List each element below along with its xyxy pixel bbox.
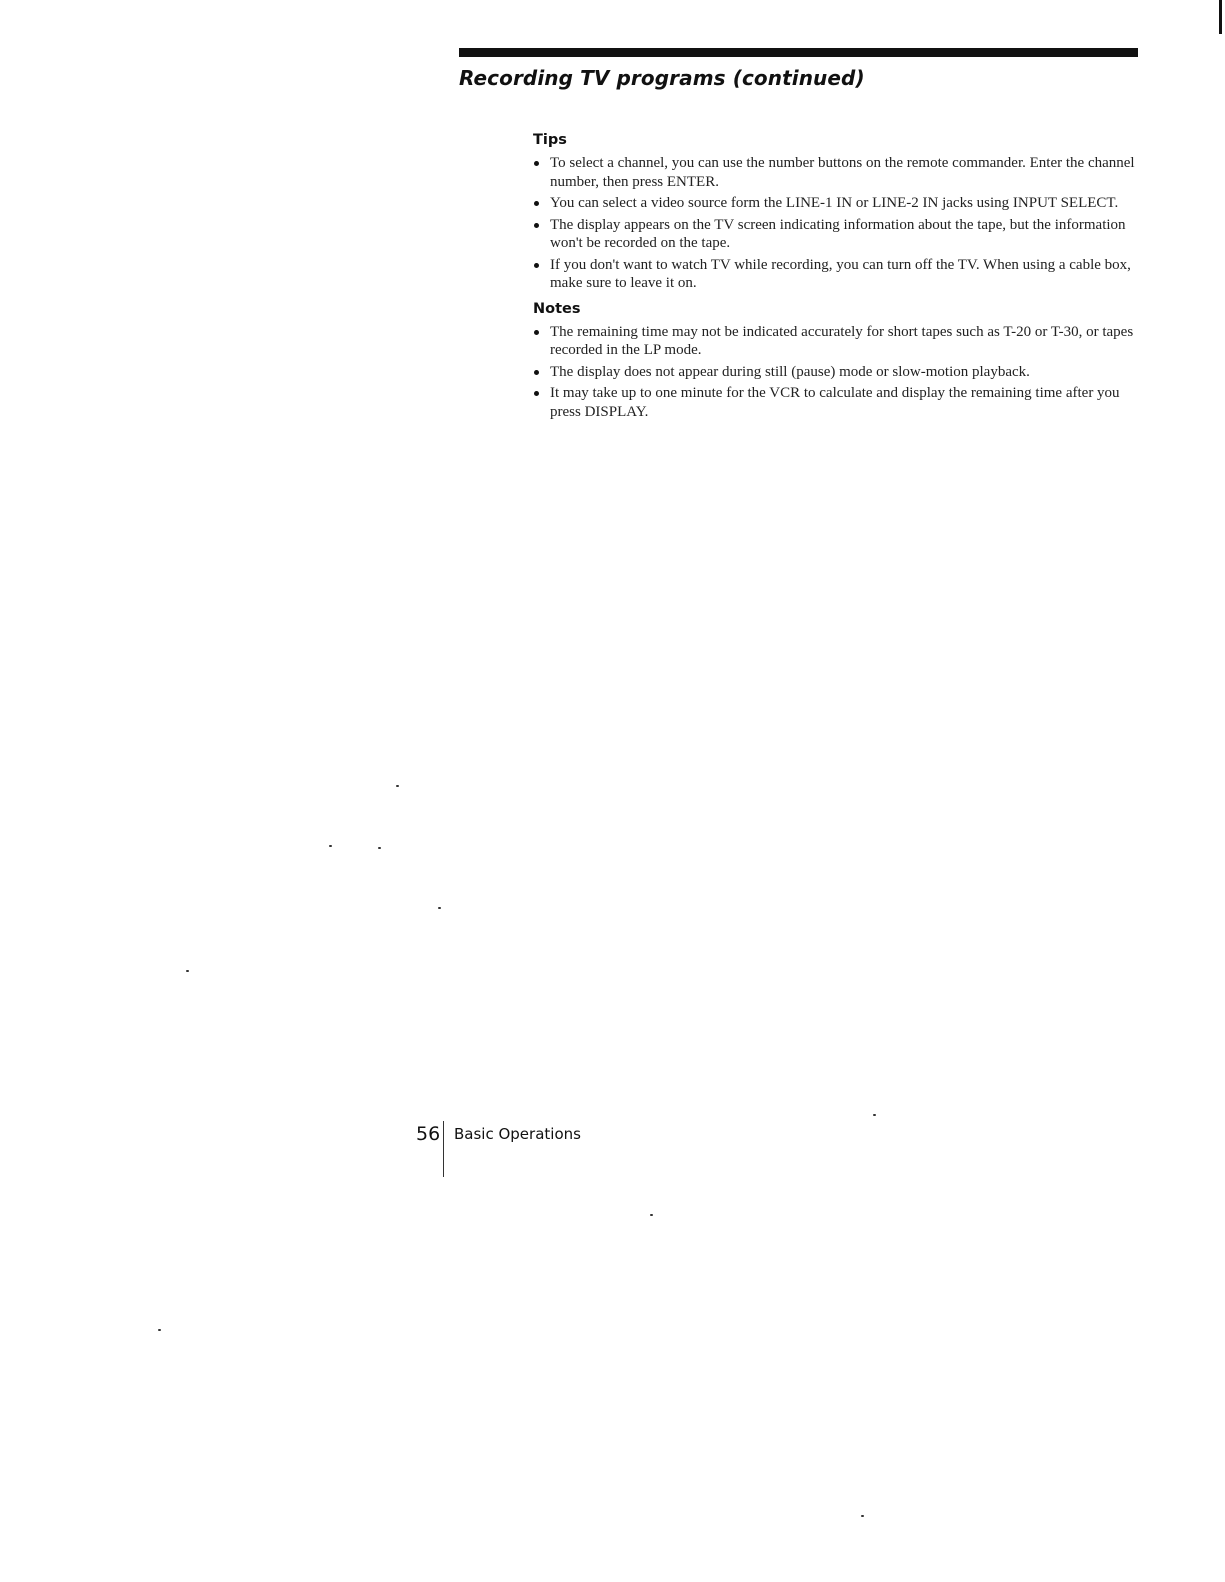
page-number: 56: [416, 1123, 441, 1145]
page-title: Recording TV programs (continued): [459, 66, 865, 90]
list-item: The remaining time may not be indicated accurately for short tapes such as T-20 or T-30, or tapes recorded in the LP mode.: [533, 323, 1138, 360]
scan-speck: [378, 847, 381, 849]
scan-edge-mark: [1219, 0, 1222, 34]
scan-speck: [158, 1329, 161, 1331]
list-item: To select a channel, you can use the number buttons on the remote commander. Enter the channel number, then press ENTER.: [533, 154, 1138, 191]
notes-list: [533, 323, 1138, 422]
scan-speck: [438, 907, 441, 909]
list-item: You can select a video source form the LINE-1 IN or LINE-2 IN jacks using INPUT SELECT.: [533, 194, 1138, 213]
content-body: [533, 130, 1138, 424]
header-rule: [459, 48, 1138, 57]
scan-speck: [873, 1114, 876, 1116]
scan-speck: [186, 970, 189, 972]
footer-section-name: Basic Operations: [454, 1125, 581, 1143]
scan-speck: [396, 785, 399, 787]
notes-heading: Notes: [533, 300, 581, 317]
scan-speck: [861, 1515, 864, 1517]
scan-speck: [650, 1214, 653, 1216]
footer-divider: [443, 1121, 444, 1177]
list-item: It may take up to one minute for the VCR to calculate and display the remaining time after you press DISPLAY.: [533, 384, 1138, 421]
list-item: If you don't want to watch TV while recording, you can turn off the TV. When using a cable box, make sure to leave it on.: [533, 256, 1138, 293]
list-item: The display does not appear during still (pause) mode or slow-motion playback.: [533, 363, 1138, 382]
scan-speck: [329, 845, 332, 847]
list-item: The display appears on the TV screen indicating information about the tape, but the information won't be recorded on the tape.: [533, 216, 1138, 253]
tips-list: [533, 154, 1138, 293]
tips-heading: Tips: [533, 132, 567, 148]
